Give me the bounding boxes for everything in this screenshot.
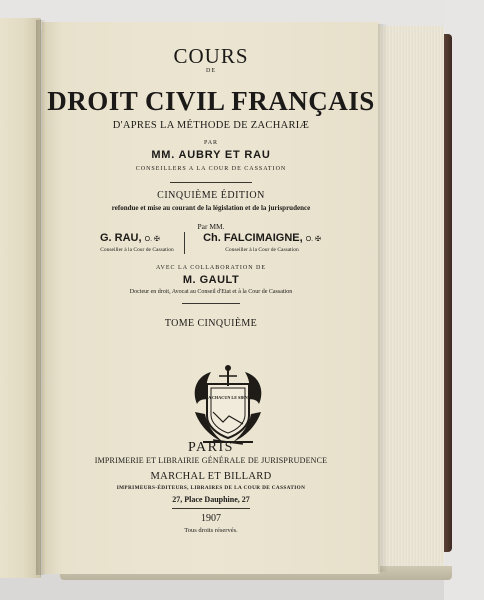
editor-left-honor: O. ✠ <box>144 236 160 243</box>
main-title: DROIT CIVIL FRANÇAIS <box>47 86 375 116</box>
seal-emblem-icon <box>189 364 267 446</box>
editor-left-role: Conseiller à la Cour de Cassation <box>100 247 174 253</box>
editor-right-name-text: Ch. FALCIMAIGNE, <box>203 232 303 244</box>
gutter-shadow <box>36 20 46 575</box>
publisher-line-1: IMPRIMERIE ET LIBRAIRIE GÉNÉRALE DE JURISPRUDENCE <box>94 456 328 465</box>
authors: MM. AUBRY ET RAU <box>151 149 271 161</box>
collab-name: M. GAULT <box>182 274 240 286</box>
publisher-line-3: IMPRIMEURS-ÉDITEURS, LIBRAIRES DE LA COUR DE CASSATION <box>116 485 306 491</box>
year: 1907 <box>201 513 221 524</box>
page-block <box>380 26 444 576</box>
volume: TOME CINQUIÈME <box>164 318 258 329</box>
divider-3 <box>172 508 250 509</box>
edition-note: refondue et mise au courant de la législation et de la jurisprudence <box>111 204 311 212</box>
editor-left-name-text: G. RAU, <box>100 232 142 244</box>
title-page <box>42 22 380 574</box>
title-top: COURS <box>173 44 249 68</box>
edition: CINQUIÈME ÉDITION <box>157 190 265 201</box>
title-de: DE <box>206 68 216 74</box>
address: 27, Place Dauphine, 27 <box>172 495 250 504</box>
divider <box>170 182 252 183</box>
par-mm: Par MM. <box>197 222 225 231</box>
editor-right-role: Conseiller à la Cour de Cassation <box>225 247 299 253</box>
authors-role: CONSEILLERS A LA COUR DE CASSATION <box>135 166 287 172</box>
editor-right-name <box>192 232 332 244</box>
publisher-seal <box>189 364 267 446</box>
subtitle: D'APRES LA MÉTHODE DE ZACHARIÆ <box>112 120 310 131</box>
rights: Tous droits réservés. <box>184 527 238 534</box>
seal-motto: A CHACUN LE SIEN <box>208 395 248 400</box>
previous-page-edge <box>0 18 41 578</box>
collab-role: Docteur en droit, Avocat au Conseil d'Etat et à la Cour de Cassation <box>129 289 293 295</box>
editor-right-honor: O. ✠ <box>305 236 321 243</box>
collab-label: AVEC LA COLLABORATION DE <box>155 265 267 271</box>
page-shadow <box>378 24 388 572</box>
editor-divider <box>184 232 185 254</box>
par-label: PAR <box>203 140 219 146</box>
divider-2 <box>182 303 240 304</box>
city: PARIS <box>188 440 234 455</box>
publisher-line-2: MARCHAL ET BILLARD <box>150 471 272 482</box>
